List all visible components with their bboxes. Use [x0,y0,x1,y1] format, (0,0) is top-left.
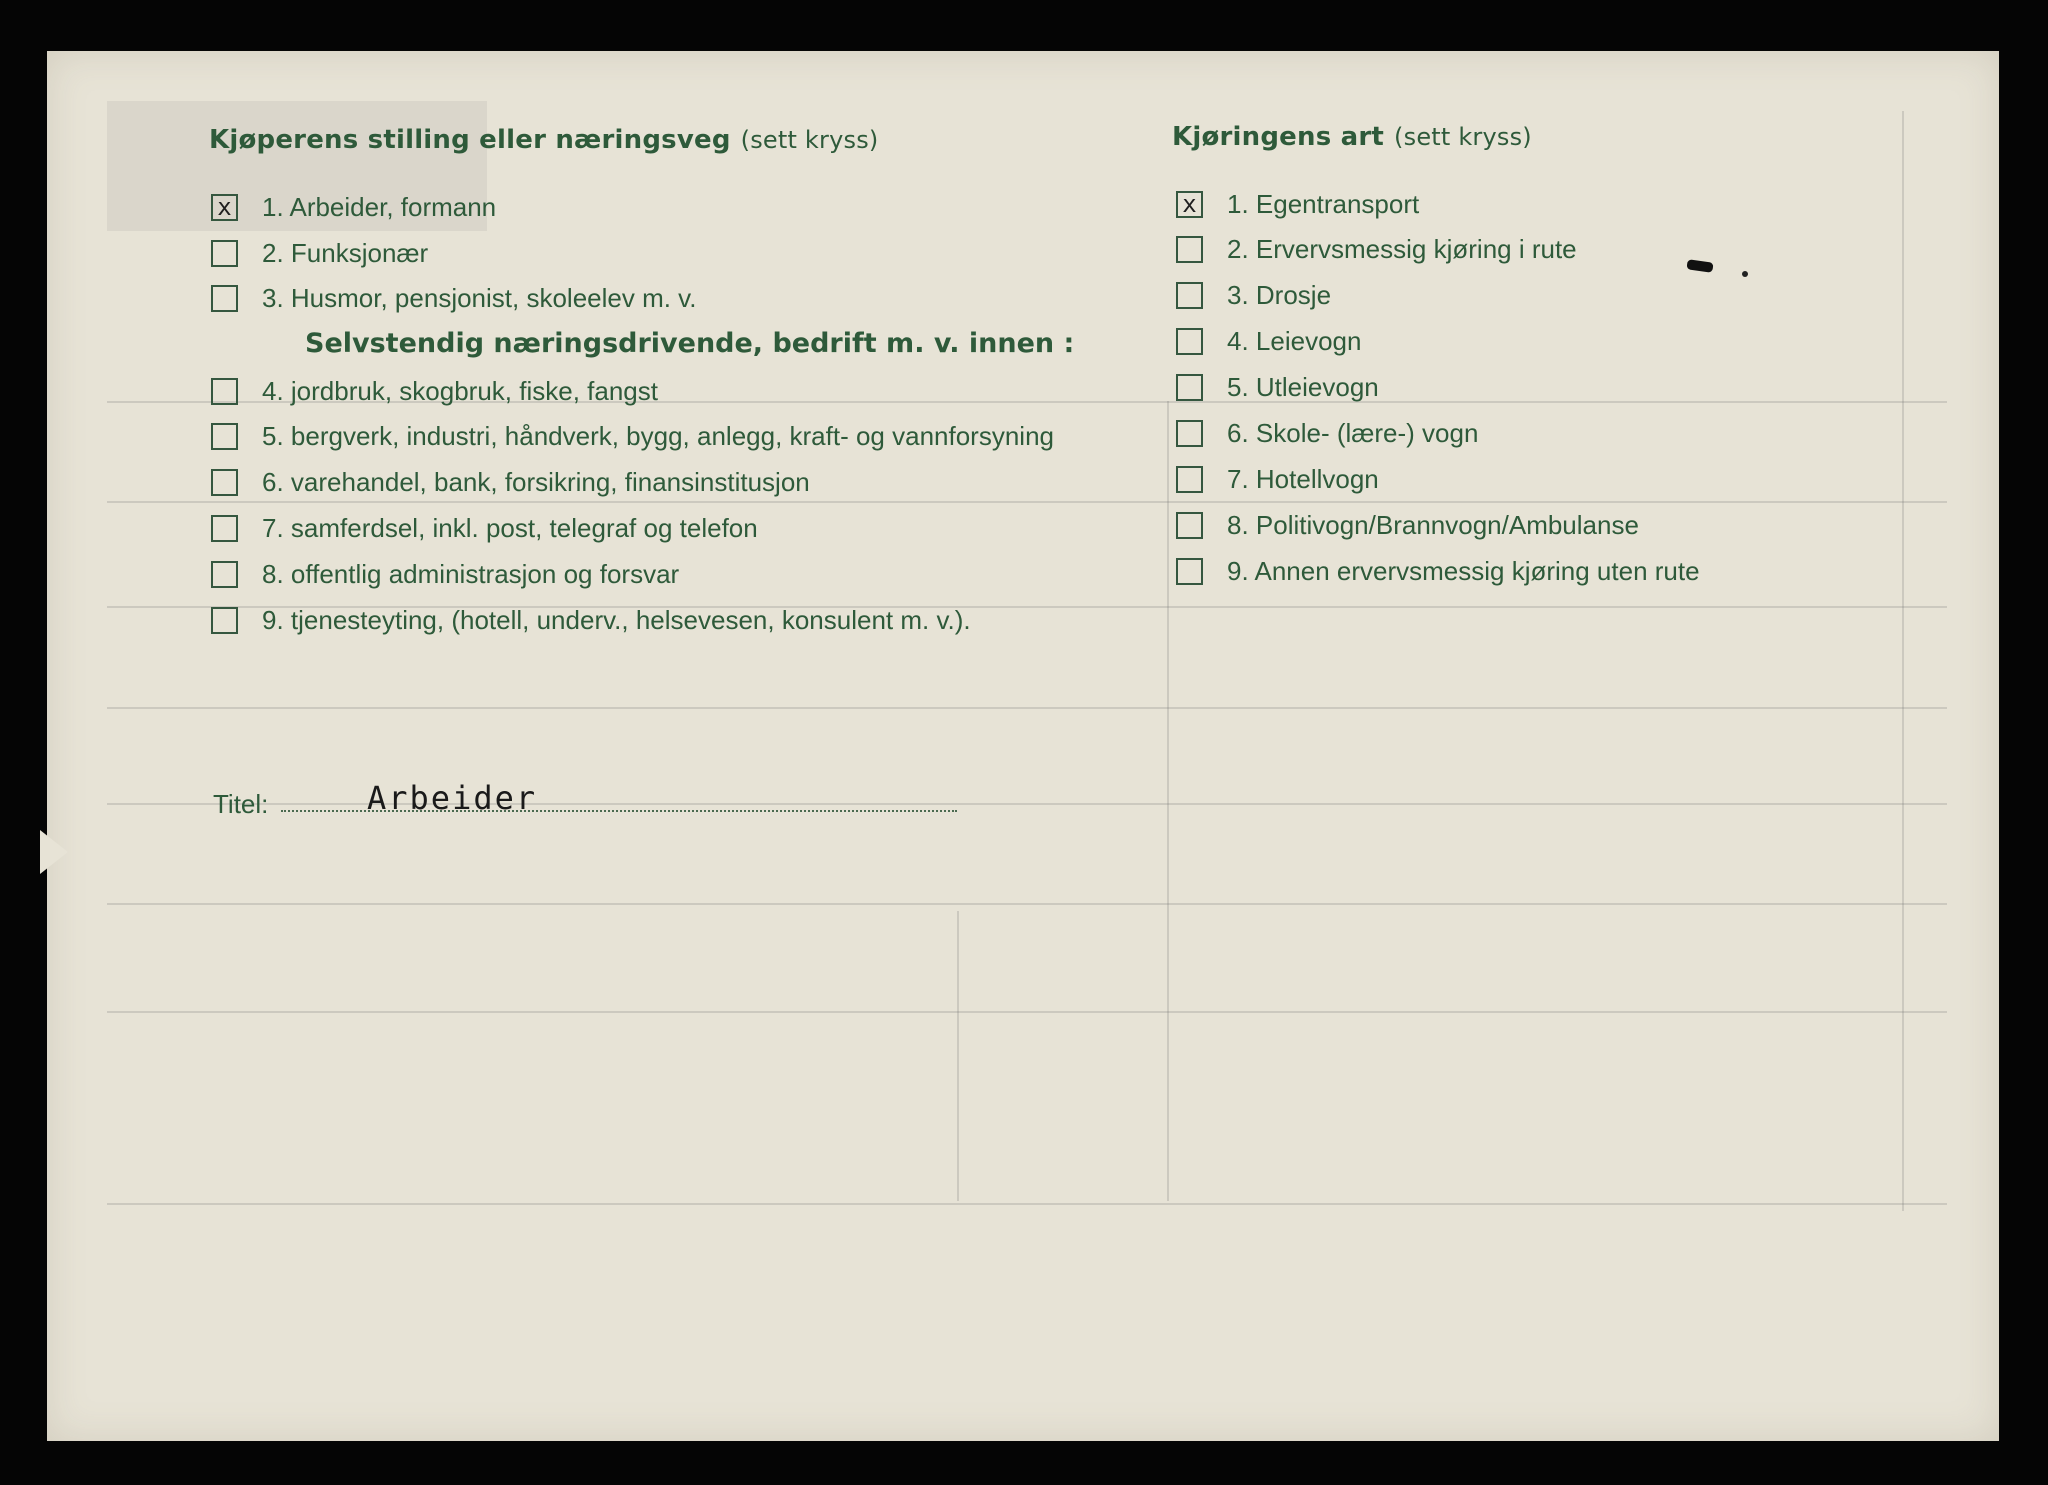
driving-option-5[interactable] [1176,370,1379,404]
checkbox[interactable] [1176,466,1203,493]
driving-type-heading [1172,122,1532,152]
form-sheet [47,51,1999,1441]
option-label: 5. Utleievogn [1227,371,1379,402]
option-label: 3. Drosje [1227,279,1332,310]
buyer-heading-text: Kjøperens stilling eller næringsveg [209,125,731,155]
checkbox[interactable] [211,561,238,588]
driving-heading-note: (sett kryss) [1394,123,1532,151]
driving-option-1[interactable] [1176,187,1419,221]
option-label: 8. offentlig administrasjon og forsvar [262,558,680,589]
buyer-option-7[interactable] [211,511,758,545]
buyer-option-3[interactable] [211,281,696,315]
checkbox[interactable] [211,607,238,634]
option-label: 8. Politivogn/Brannvogn/Ambulanse [1227,509,1639,540]
checkbox[interactable] [1176,558,1203,585]
option-label: 9. Annen ervervsmessig kjøring uten rute [1227,555,1700,586]
checkbox-checked[interactable]: x [211,194,238,221]
bleed-through-line [107,903,1947,905]
option-label: 3. Husmor, pensjonist, skoleelev m. v. [262,282,697,313]
checkbox[interactable] [211,515,238,542]
buyer-heading-note: (sett kryss) [740,126,879,154]
option-label: 1. Arbeider, formann [262,191,497,222]
bleed-through-line [1167,401,1169,1201]
driving-option-7[interactable] [1176,462,1379,496]
buyer-option-9[interactable] [211,603,971,637]
checkbox[interactable] [1176,328,1203,355]
option-label: 2. Ervervsmessig kjøring i rute [1227,233,1577,264]
paper-tear [40,830,68,874]
option-label: 9. tjenesteyting, (hotell, underv., helsevesen, konsulent m. v.). [262,604,971,635]
option-label: 7. samferdsel, inkl. post, telegraf og telefon [262,512,758,543]
paper-damage-dot [1742,271,1748,277]
buyer-option-1[interactable] [211,190,496,224]
buyer-option-2[interactable] [211,236,428,270]
driving-option-8[interactable] [1176,508,1639,542]
checkbox[interactable] [211,240,238,267]
driving-option-6[interactable] [1176,416,1478,450]
bleed-through-line [957,911,959,1201]
driving-option-3[interactable] [1176,278,1331,312]
bleed-through-line [1902,111,1904,1211]
buyer-option-6[interactable] [211,465,810,499]
title-field-value[interactable]: Arbeider [367,779,538,817]
checkbox-checked[interactable]: x [1176,191,1203,218]
bleed-through-line [107,1203,1947,1205]
buyer-option-8[interactable] [211,557,679,591]
option-label: 7. Hotellvogn [1227,463,1379,494]
buyer-option-4[interactable] [211,374,658,408]
checkbox[interactable] [1176,282,1203,309]
bleed-through-line [107,501,1947,503]
option-label: 1. Egentransport [1227,188,1420,219]
title-field-label: Titel: [213,789,269,819]
checkbox[interactable] [1176,374,1203,401]
option-label: 4. Leievogn [1227,325,1362,356]
paper-damage-mark [1686,259,1713,273]
checkbox[interactable] [1176,512,1203,539]
driving-option-9[interactable] [1176,554,1700,588]
driving-option-4[interactable] [1176,324,1361,358]
checkbox[interactable] [211,285,238,312]
option-label: 6. Skole- (lære-) vogn [1227,417,1479,448]
option-label: 6. varehandel, bank, forsikring, finansinstitusjon [262,466,810,497]
bleed-through-line [107,1011,1947,1013]
checkbox[interactable] [211,469,238,496]
option-label: 5. bergverk, industri, håndverk, bygg, anlegg, kraft- og vannforsyning [262,420,1054,451]
checkbox[interactable] [211,378,238,405]
self-employed-subheading: Selvstendig næringsdrivende, bedrift m. v. innen : [305,328,1075,359]
checkbox[interactable] [211,423,238,450]
option-label: 4. jordbruk, skogbruk, fiske, fangst [262,375,658,406]
buyer-occupation-heading [209,125,878,155]
bleed-through-line [107,707,1947,709]
driving-option-2[interactable] [1176,232,1577,266]
driving-heading-text: Kjøringens art [1172,122,1385,152]
buyer-option-5[interactable] [211,419,1054,453]
option-label: 2. Funksjonær [262,237,429,268]
checkbox[interactable] [1176,236,1203,263]
checkbox[interactable] [1176,420,1203,447]
